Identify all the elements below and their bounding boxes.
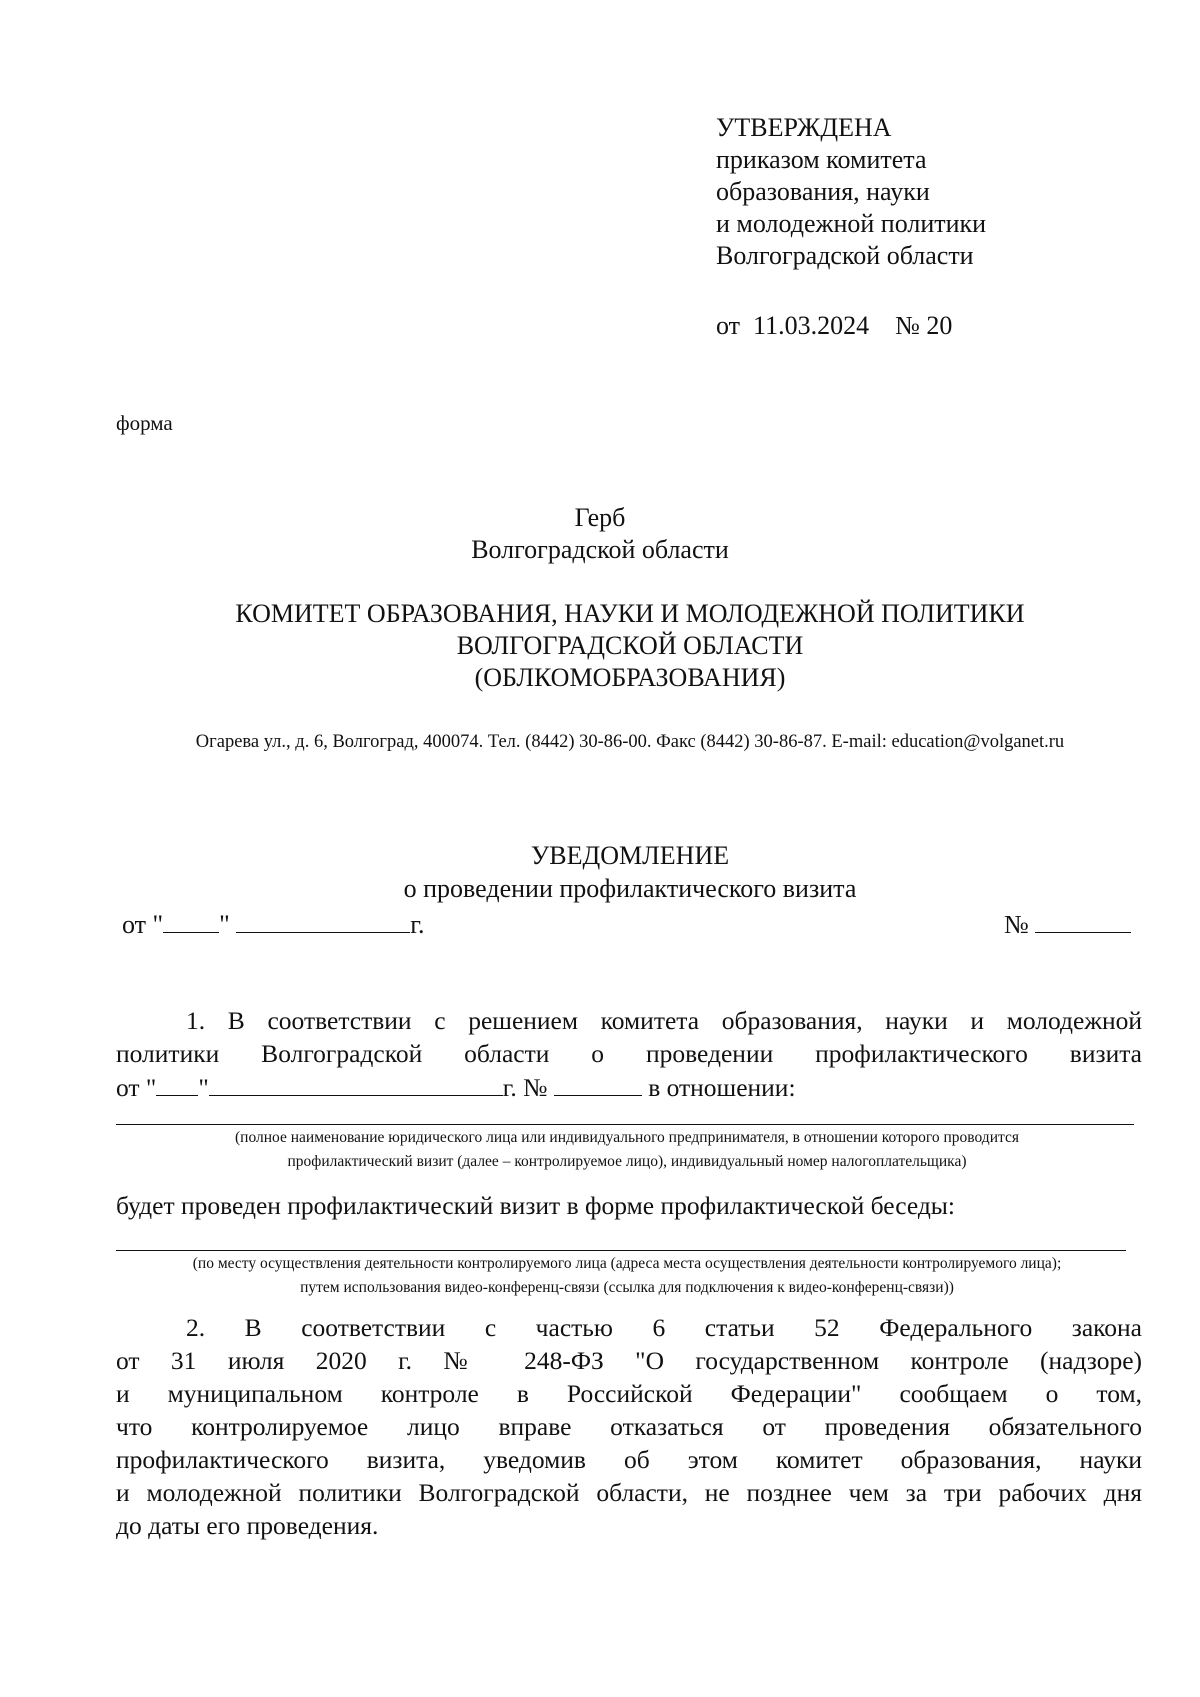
month-blank bbox=[236, 908, 410, 933]
visit-form-line: будет проведен профилактический визит в форме профилактической беседы: bbox=[116, 1191, 956, 1220]
approval-title: УТВЕРЖДЕНА bbox=[716, 113, 892, 142]
controlled-entity-hint bbox=[0, 1126, 1200, 1174]
decision-day-blank bbox=[156, 1071, 198, 1096]
section2-line: профилактического визита, уведомив об этом комитет образования, науки bbox=[116, 1445, 1142, 1474]
org-line: ВОЛГОГРАДСКОЙ ОБЛАСТИ bbox=[456, 631, 804, 660]
org-line: КОМИТЕТ ОБРАЗОВАНИЯ, НАУКИ И МОЛОДЕЖНОЙ ПОЛИТИКИ bbox=[235, 599, 1025, 628]
section2-line: от 31 июля 2020 г. № 248-ФЗ "О государственном контроле (надзоре) bbox=[116, 1346, 1142, 1375]
section2-line: и молодежной политики Волгоградской области, не позднее чем за три рабочих дня bbox=[116, 1478, 1142, 1507]
visit-place-line bbox=[116, 1250, 1126, 1251]
hint-line: (по месту осуществления деятельности контролируемого лица (адреса места осуществления деятельности контролируемого лица); bbox=[192, 1255, 1062, 1272]
section1-line: 1. В соответствии с решением комитета образования, науки и молодежной bbox=[186, 1006, 1142, 1035]
section1-suffix: в отношении: bbox=[648, 1073, 796, 1102]
controlled-entity-line bbox=[116, 1124, 1134, 1125]
section1-line: политики Волгоградской области о проведении профилактического визита bbox=[116, 1039, 1142, 1068]
section1-date-row bbox=[116, 1071, 796, 1104]
section2-line: до даты его проведения. bbox=[116, 1511, 379, 1540]
section2-line: и муниципальном контроле в Российской Федерации" сообщаем о том, bbox=[116, 1379, 1142, 1408]
section1-date-quote: " bbox=[198, 1073, 209, 1102]
emblem-line: Волгоградской области bbox=[471, 535, 729, 564]
section1-date-prefix: от " bbox=[116, 1073, 157, 1102]
notice-subtitle: о проведении профилактического визита bbox=[403, 874, 857, 903]
approval-line: приказом комитета bbox=[716, 145, 927, 174]
approval-date: 11.03.2024 bbox=[753, 311, 870, 340]
emblem-caption bbox=[0, 502, 1200, 566]
notice-title: УВЕДОМЛЕНИЕ bbox=[530, 841, 730, 870]
approval-line: Волгоградской области bbox=[716, 241, 974, 270]
decision-number-blank bbox=[554, 1071, 642, 1096]
approval-line: и молодежной политики bbox=[716, 209, 987, 238]
approval-line: образования, науки bbox=[716, 177, 930, 206]
form-label: форма bbox=[116, 411, 173, 435]
notice-date-quote: " bbox=[219, 910, 230, 939]
visit-place-hint bbox=[0, 1252, 1200, 1300]
contacts-line: Огарева ул., д. 6, Волгоград, 400074. Тел. (8442) 30-86-00. Факс (8442) 30-86-87. E-mail: education@volganet.ru bbox=[195, 732, 1065, 752]
notice-number-prefix: № bbox=[1004, 910, 1029, 939]
notice-year-suffix: г. bbox=[410, 910, 425, 939]
notice-number-row bbox=[1004, 908, 1131, 941]
emblem-line: Герб bbox=[574, 503, 626, 532]
decision-month-blank bbox=[209, 1071, 503, 1096]
hint-line: путем использования видео-конференц-связи (ссылка для подключения к видео-конференц-связи)) bbox=[300, 1279, 954, 1296]
section1-year: г. № bbox=[502, 1073, 548, 1102]
approval-date-line bbox=[716, 310, 952, 342]
day-blank bbox=[163, 908, 219, 933]
approval-date-prefix: от bbox=[716, 311, 741, 340]
organization-name bbox=[0, 598, 1200, 694]
approval-number: № 20 bbox=[895, 311, 953, 340]
notice-date-row bbox=[122, 908, 425, 941]
hint-line: профилактический визит (далее – контролируемое лицо), индивидуальный номер налогоплательщика) bbox=[287, 1153, 967, 1170]
approval-block bbox=[716, 112, 986, 272]
number-blank bbox=[1035, 908, 1131, 933]
notice-date-prefix: от " bbox=[122, 910, 164, 939]
org-line: (ОБЛКОМОБРАЗОВАНИЯ) bbox=[474, 663, 786, 692]
section2-line: 2. В соответствии с частью 6 статьи 52 Федерального закона bbox=[186, 1313, 1142, 1342]
hint-line: (полное наименование юридического лица или индивидуального предпринимателя, в отношении которого проводится bbox=[235, 1129, 1019, 1146]
section2-line: что контролируемое лицо вправе отказаться от проведения обязательного bbox=[116, 1412, 1142, 1441]
